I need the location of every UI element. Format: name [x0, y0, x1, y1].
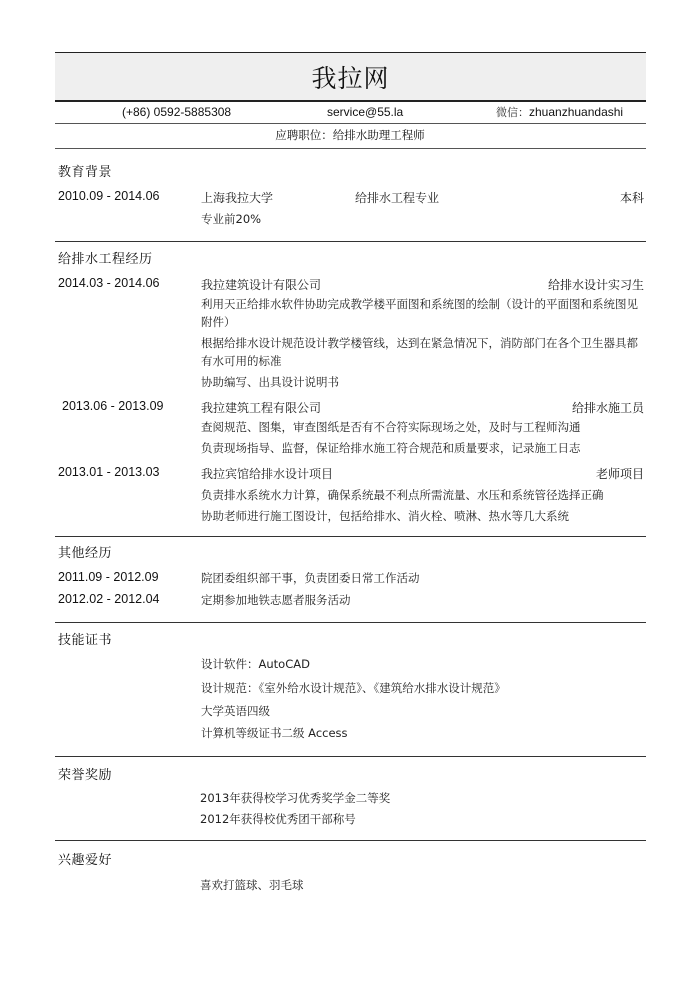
objective-divider — [55, 148, 646, 149]
experience-detail: 负责现场指导、监督，保证给排水施工符合规范和质量要求，记录施工日志 — [201, 441, 581, 455]
name-header — [55, 52, 646, 102]
section-divider — [55, 241, 646, 242]
experience-date: 2014.03 - 2014.06 — [58, 276, 160, 290]
job-objective: 应聘职位：给排水助理工程师 — [275, 128, 425, 142]
education-date: 2010.09 - 2014.06 — [58, 189, 160, 203]
experience-detail: 协助老师进行施工图设计，包括给排水、消火栓、喷淋、热水等几大系统 — [201, 509, 569, 523]
experience-date: 2013.06 - 2013.09 — [62, 399, 164, 413]
section-title-education: 教育背景 — [58, 165, 113, 180]
skill-line: 设计规范：《室外给水设计规范》、《建筑给水排水设计规范》 — [201, 681, 506, 695]
skill-line: 设计软件：AutoCAD — [201, 657, 310, 671]
experience-org: 我拉建筑设计有限公司 — [201, 278, 322, 292]
hobby-line: 喜欢打篮球、羽毛球 — [200, 878, 304, 892]
email-address: service@55.la — [327, 105, 404, 119]
honor-line: 2012年获得校优秀团干部称号 — [200, 812, 356, 826]
experience-detail: 协助编写、出具设计说明书 — [201, 375, 339, 389]
experience-org: 我拉宾馆给排水设计项目 — [201, 467, 334, 481]
experience-detail: 利用天正给排水软件协助完成教学楼平面图和系统图的绘制（设计的平面图和系统图见附件） — [201, 297, 638, 329]
experience-detail: 根据给排水设计规范设计教学楼管线，达到在紧急情况下，消防部门在各个卫生器具都有水可用的标准 — [201, 336, 638, 368]
section-divider — [55, 840, 646, 841]
section-divider — [55, 622, 646, 623]
experience-org: 我拉建筑工程有限公司 — [201, 401, 322, 415]
education-school: 上海我拉大学 — [201, 191, 274, 205]
section-title-other: 其他经历 — [58, 546, 113, 561]
section-title-skills: 技能证书 — [58, 633, 113, 648]
honor-line: 2013年获得校学习优秀奖学金二等奖 — [200, 791, 391, 805]
phone-number: (+86) 0592-5885308 — [122, 105, 232, 119]
experience-role: 给排水设计实习生 — [547, 278, 644, 292]
wechat-label: 微信： — [496, 107, 529, 119]
contact-row — [55, 103, 646, 121]
section-title-honors: 荣誉奖励 — [58, 768, 113, 783]
candidate-name: 我拉网 — [311, 63, 390, 93]
experience-role: 给排水施工员 — [571, 401, 644, 415]
skill-line: 大学英语四级 — [201, 704, 270, 718]
experience-detail: 查阅规范、图集，审查图纸是否有不合符实际现场之处，及时与工程师沟通 — [201, 420, 581, 434]
section-title-experience: 给排水工程经历 — [58, 252, 153, 267]
education-degree: 本科 — [619, 191, 644, 205]
wechat-info — [496, 104, 623, 120]
other-item: 定期参加地铁志愿者服务活动 — [201, 593, 351, 607]
education-rank: 专业前20% — [201, 212, 262, 226]
section-divider — [55, 536, 646, 537]
section-title-hobbies: 兴趣爱好 — [58, 853, 113, 868]
experience-detail: 负责排水系统水力计算，确保系统最不利点所需流量、水压和系统管径选择正确 — [201, 488, 604, 502]
section-divider — [55, 756, 646, 757]
experience-role: 老师项目 — [595, 467, 644, 481]
wechat-id: zhuanzhuandashi — [529, 105, 624, 119]
other-date: 2012.02 - 2012.04 — [58, 592, 160, 606]
education-major: 给排水工程专业 — [355, 191, 440, 205]
other-item: 院团委组织部干事，负责团委日常工作活动 — [201, 571, 420, 585]
skill-line: 计算机等级证书二级 Access — [201, 726, 348, 740]
experience-date: 2013.01 - 2013.03 — [58, 465, 160, 479]
header-divider — [55, 123, 646, 124]
other-date: 2011.09 - 2012.09 — [58, 570, 159, 584]
